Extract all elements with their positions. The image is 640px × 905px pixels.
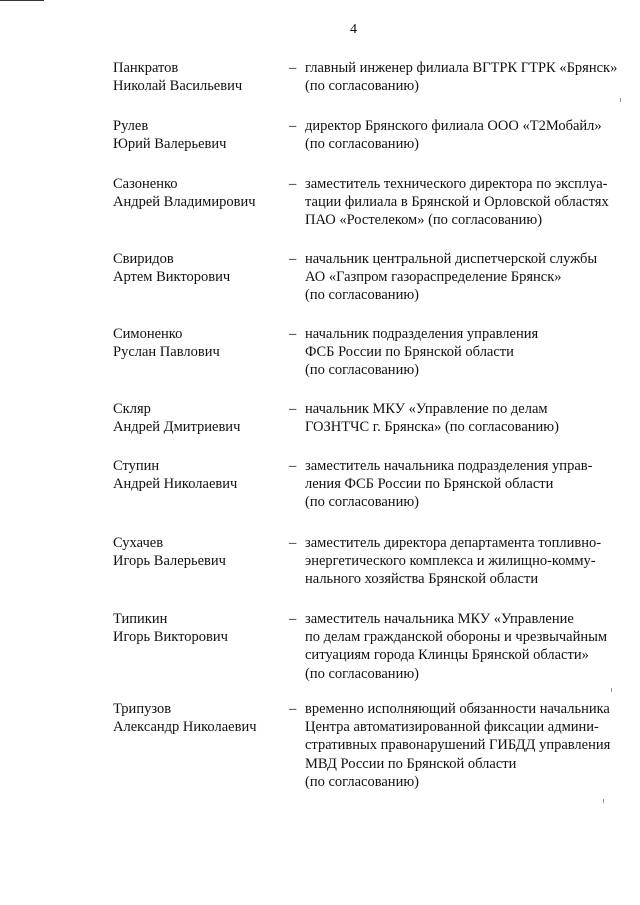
separator-dash: –: [289, 401, 297, 417]
position-description: [305, 250, 625, 305]
position-description: [305, 175, 625, 230]
position-line: заместитель начальника подразделения управ-: [305, 458, 593, 474]
position-line: нального хозяйства Брянской области: [305, 571, 539, 588]
person-name-line: Игорь Викторович: [113, 629, 228, 646]
position-line: ГОЗНТЧС г. Брянска» (по согласованию): [305, 419, 559, 436]
position-line: ФСБ России по Брянской области: [305, 344, 514, 361]
position-line: (по согласованию): [305, 665, 419, 682]
position-line: (по согласованию): [305, 78, 419, 95]
person-name: [113, 610, 283, 646]
person-name: [113, 700, 283, 736]
person-name-line: Трипузов: [113, 701, 172, 717]
page-number: 4: [350, 22, 357, 37]
separator-dash: –: [289, 458, 297, 474]
person-name-line: Сухачев: [113, 535, 164, 551]
person-name-line: Андрей Николаевич: [113, 476, 238, 493]
person-name-line: Александр Николаевич: [113, 719, 257, 736]
scan-speck: [620, 98, 621, 102]
person-name-line: Рулев: [113, 118, 149, 134]
separator-dash: –: [289, 176, 297, 192]
person-name-line: Типикин: [113, 611, 168, 627]
position-line: АО «Газпром газораспределение Брянск»: [305, 269, 562, 286]
person-name: [113, 457, 283, 493]
position-line: (по согласованию): [305, 362, 419, 379]
position-line: ситуациям города Клинцы Брянской области»: [305, 647, 589, 664]
position-description: [305, 400, 625, 436]
position-line: начальник центральной диспетчерской службы: [305, 251, 598, 267]
separator-dash: –: [289, 535, 297, 551]
person-name-line: Николай Васильевич: [113, 78, 243, 95]
position-description: [305, 700, 625, 791]
position-line: стративных правонарушений ГИБДД управления: [305, 737, 611, 754]
scan-speck: [611, 688, 612, 692]
position-line: заместитель директора департамента топливно-: [305, 535, 602, 551]
person-name: [113, 325, 283, 361]
position-line: (по согласованию): [305, 494, 419, 511]
person-name-line: Андрей Дмитриевич: [113, 419, 241, 436]
separator-dash: –: [289, 60, 297, 76]
position-line: начальник подразделения управления: [305, 326, 539, 342]
position-line: (по согласованию): [305, 773, 419, 790]
person-name: [113, 175, 283, 211]
person-name: [113, 250, 283, 286]
separator-dash: –: [289, 118, 297, 134]
position-line: ПАО «Ростелеком» (по согласованию): [305, 212, 543, 229]
person-name: [113, 117, 283, 153]
person-name-line: Симоненко: [113, 326, 183, 342]
position-line: ления ФСБ России по Брянской области: [305, 476, 554, 493]
position-description: [305, 610, 625, 683]
person-name-line: Юрий Валерьевич: [113, 136, 227, 153]
position-line: тации филиала в Брянской и Орловской областях: [305, 194, 609, 211]
person-name: [113, 59, 283, 95]
scan-speck: [603, 799, 604, 803]
position-line: начальник МКУ «Управление по делам: [305, 401, 548, 417]
person-name-line: Руслан Павлович: [113, 344, 220, 361]
position-line: Центра автоматизированной фиксации админи-: [305, 719, 599, 736]
position-description: [305, 534, 625, 589]
person-name: [113, 400, 283, 436]
person-name-line: Скляр: [113, 401, 151, 417]
position-line: (по согласованию): [305, 136, 419, 153]
position-description: [305, 325, 625, 380]
position-description: [305, 117, 625, 153]
person-name-line: Игорь Валерьевич: [113, 553, 226, 570]
person-name-line: Андрей Владимирович: [113, 194, 256, 211]
person-name-line: Артем Викторович: [113, 269, 231, 286]
position-line: (по согласованию): [305, 287, 419, 304]
position-line: МВД России по Брянской области: [305, 755, 517, 772]
separator-dash: –: [289, 326, 297, 342]
person-name-line: Ступин: [113, 458, 160, 474]
position-line: по делам гражданской обороны и чрезвычайным: [305, 629, 608, 646]
person-name-line: Свиридов: [113, 251, 174, 267]
position-line: заместитель технического директора по эксплуа-: [305, 176, 608, 192]
person-name: [113, 534, 283, 570]
position-description: [305, 59, 625, 95]
position-line: временно исполняющий обязанности начальника: [305, 701, 610, 717]
position-line: директор Брянского филиала ООО «Т2Мобайл»: [305, 118, 602, 134]
person-name-line: Сазоненко: [113, 176, 178, 192]
separator-dash: –: [289, 251, 297, 267]
position-line: энергетического комплекса и жилищно-комму-: [305, 553, 596, 570]
separator-dash: –: [289, 611, 297, 627]
position-description: [305, 457, 625, 512]
separator-dash: –: [289, 701, 297, 717]
position-line: главный инженер филиала ВГТРК ГТРК «Брянск»: [305, 60, 618, 76]
position-line: заместитель начальника МКУ «Управление: [305, 611, 574, 627]
person-name-line: Панкратов: [113, 60, 179, 76]
